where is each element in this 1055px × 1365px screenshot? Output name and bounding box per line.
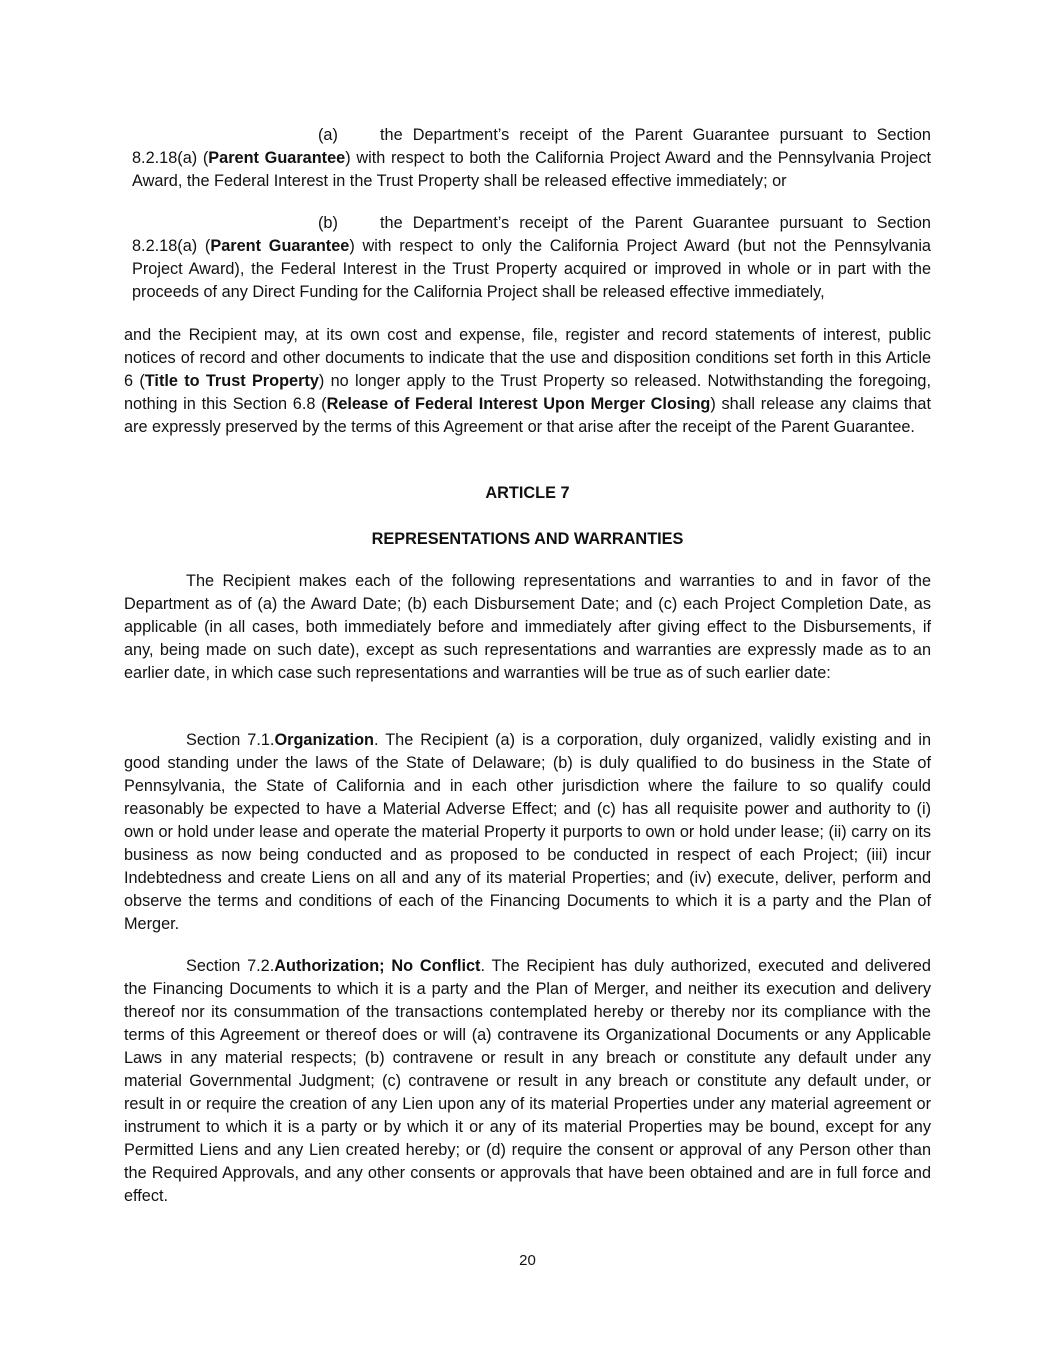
section-7-2-title: Authorization; No Conflict (274, 957, 481, 975)
section-7-1-text: . The Recipient (a) is a corporation, duly organized, validly existing and in good standing under the laws of the State of Delaware; (b) is duly qualified to do business in the State of Pennsylvania, the State of California and in each other jurisdiction where the failure to so qualify could reasonably be expected to have a Material Adverse Effect; and (c) has all requisite power and authority to (i) own or hold under lease and operate the material Property it purports to own or hold under lease; (ii) carry on its business as now being conducted and as proposed to be conducted in respect of each Project; (iii) incur Indebtedness and create Liens on all and any of its material Properties; and (iv) execute, deliver, perform and observe the terms and conditions of each of the Financing Documents to which it is a party and the Plan of Merger. (124, 731, 931, 933)
section-7-2-text: . The Recipient has duly authorized, executed and delivered the Financing Documents to which it is a party and the Plan of Merger, and neither its execution and delivery thereof nor its consummation of the transactions contemplated hereby or thereby nor its compliance with the terms of this Agreement or thereof does or will (a) contravene its Organizational Documents or any Applicable Laws in any material respects; (b) contravene or result in any breach or constitute any default under any material Governmental Judgment; (c) contravene or result in any breach or constitute any default under, or result in or require the creation of any Lien upon any of its material Properties under any material agreement or instrument to which it is a party or by which it or any of its material Properties may be bound, except for any Permitted Liens and any Lien created hereby; or (d) require the consent or approval of any Person other than the Required Approvals, and any other consents or approvals that have been obtained and are in full force and effect. (124, 957, 931, 1205)
clause-b-paragraph (132, 212, 931, 304)
clause-a-defined-term: Parent Guarantee (208, 149, 346, 167)
article-title: REPRESENTATIONS AND WARRANTIES (371, 530, 684, 548)
section-7-1-number: Section 7.1. (186, 731, 275, 749)
closing-text-2: ) no longer apply to the Trust Property so released. Notwithstanding the foregoing, nothing in this Section 6.8 ( (124, 372, 931, 413)
closing-paragraph (124, 324, 931, 439)
clause-a (132, 124, 931, 193)
section-7-2-number: Section 7.2. (186, 957, 275, 975)
clause-b-text-1: the Department’s receipt of the Parent Guarantee pursuant to Section 8.2.18(a) ( (132, 214, 931, 255)
clause-a-paragraph (132, 124, 931, 193)
section-7-2 (124, 955, 931, 1208)
clause-b-label: (b) (318, 214, 338, 232)
clause-a-text-2: ) with respect to both the California Project Award and the Pennsylvania Project Award, the Federal Interest in the Trust Property shall be released effective immediately; or (132, 149, 931, 190)
intro-paragraph: The Recipient makes each of the following representations and warranties to and in favor of the Department as of (a) the Award Date; (b) each Disbursement Date; and (c) each Project Completion Date, as applicable (in all cases, both immediately before and immediately after giving effect to the Disbursements, if any, being made on such date), except as such representations and warranties are expressly made as to an earlier date, in which case such representations and warranties will be true as of such earlier date: (124, 572, 931, 682)
clause-b-text-2: ) with respect to only the California Project Award (but not the Pennsylvania Project Award), the Federal Interest in the Trust Property acquired or improved in whole or in part with the proceeds of any Direct Funding for the California Project shall be released effective immediately, (132, 237, 931, 301)
section-7-1-title: Organization (274, 731, 374, 749)
clause-a-label: (a) (318, 126, 338, 144)
closing-bold-2: Release of Federal Interest Upon Merger Closing (326, 395, 711, 413)
clause-b-defined-term: Parent Guarantee (210, 237, 350, 255)
closing-bold-1: Title to Trust Property (144, 372, 319, 390)
clause-b (132, 212, 931, 304)
page-number: 20 (519, 1252, 536, 1269)
closing-text-1: and the Recipient may, at its own cost and expense, file, register and record statements of interest, public notices of record and other documents to indicate that the use and disposition conditions set forth in this Article 6 ( (124, 326, 931, 390)
article-number: ARTICLE 7 (485, 484, 570, 502)
closing-text (124, 324, 931, 439)
section-7-1 (124, 729, 931, 936)
closing-text-3: ) shall release any claims that are expressly preserved by the terms of this Agreement or that arise after the receipt of the Parent Guarantee. (124, 395, 931, 436)
clause-a-text-1: the Department’s receipt of the Parent Guarantee pursuant to Section 8.2.18(a) ( (132, 126, 931, 167)
